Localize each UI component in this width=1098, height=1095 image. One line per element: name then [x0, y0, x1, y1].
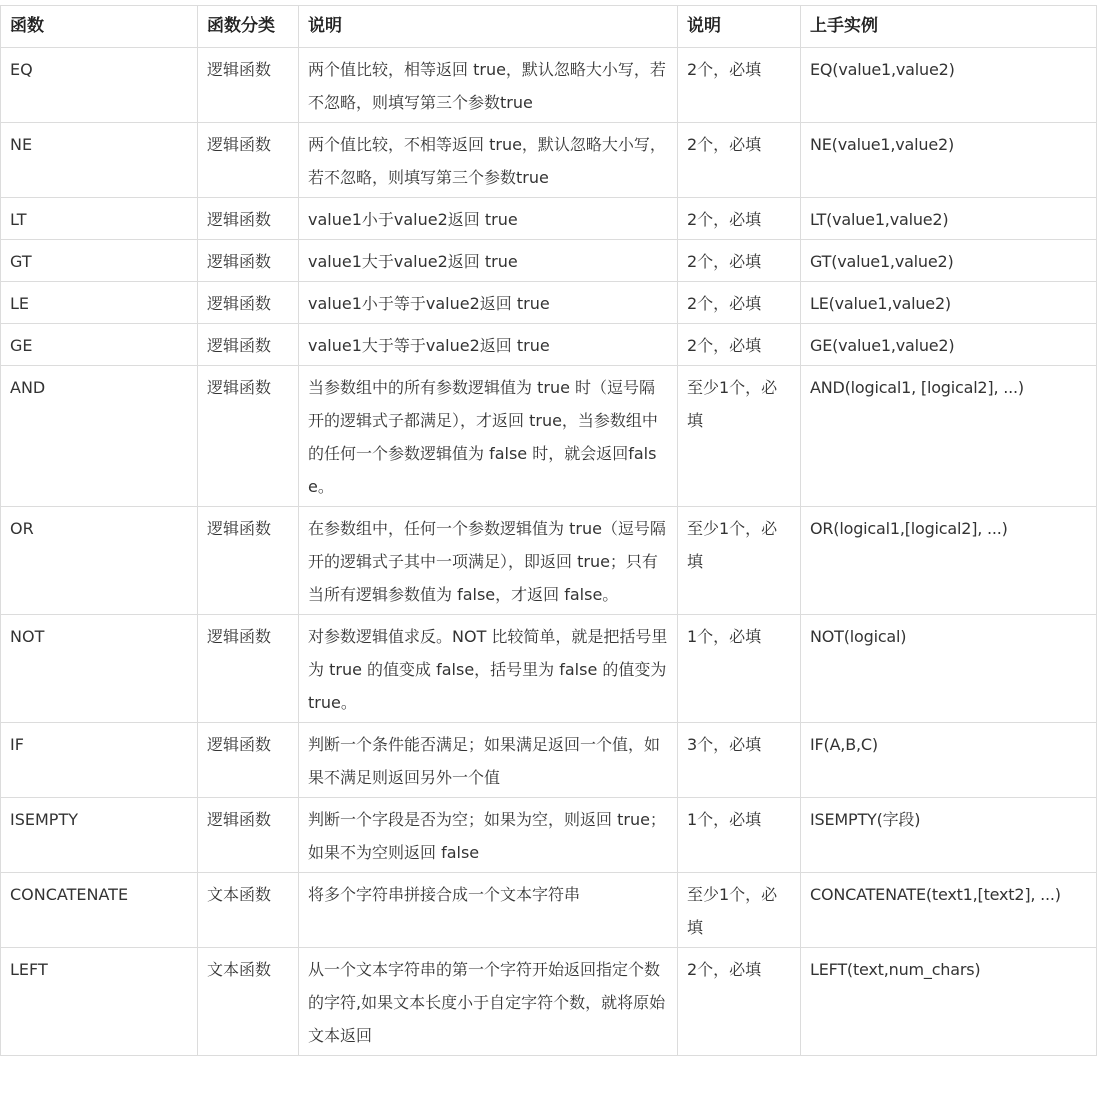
cell-function: IF: [1, 723, 198, 798]
cell-function: LE: [1, 282, 198, 324]
cell-params: 2个，必填: [678, 48, 801, 123]
cell-function: CONCATENATE: [1, 873, 198, 948]
cell-category: 逻辑函数: [198, 198, 299, 240]
cell-category: 文本函数: [198, 873, 299, 948]
cell-example: LEFT(text,num_chars): [801, 948, 1097, 1056]
function-table: [0, 5, 1097, 1056]
header-example: 上手实例: [801, 6, 1097, 48]
cell-example: LE(value1,value2): [801, 282, 1097, 324]
cell-params: 至少1个，必填: [678, 507, 801, 615]
cell-description: 判断一个条件能否满足；如果满足返回一个值，如果不满足则返回另外一个值: [299, 723, 678, 798]
cell-description: value1大于等于value2返回 true: [299, 324, 678, 366]
cell-params: 2个，必填: [678, 948, 801, 1056]
cell-example: GE(value1,value2): [801, 324, 1097, 366]
cell-params: 3个，必填: [678, 723, 801, 798]
cell-example: NOT(logical): [801, 615, 1097, 723]
table-row: [1, 123, 1097, 198]
cell-category: 逻辑函数: [198, 723, 299, 798]
cell-params: 至少1个，必填: [678, 366, 801, 507]
cell-example: CONCATENATE(text1,[text2], ...): [801, 873, 1097, 948]
cell-function: AND: [1, 366, 198, 507]
cell-category: 逻辑函数: [198, 366, 299, 507]
cell-function: NE: [1, 123, 198, 198]
cell-params: 2个，必填: [678, 324, 801, 366]
header-function: 函数: [1, 6, 198, 48]
cell-params: 2个，必填: [678, 282, 801, 324]
table-row: [1, 198, 1097, 240]
cell-category: 逻辑函数: [198, 123, 299, 198]
cell-function: LEFT: [1, 948, 198, 1056]
cell-params: 1个，必填: [678, 615, 801, 723]
cell-category: 逻辑函数: [198, 282, 299, 324]
cell-description: 从一个文本字符串的第一个字符开始返回指定个数的字符,如果文本长度小于自定字符个数，就将原始文本返回: [299, 948, 678, 1056]
cell-example: EQ(value1,value2): [801, 48, 1097, 123]
cell-description: 两个值比较，相等返回 true，默认忽略大小写，若不忽略，则填写第三个参数true: [299, 48, 678, 123]
cell-description: 判断一个字段是否为空；如果为空，则返回 true；如果不为空则返回 false: [299, 798, 678, 873]
cell-params: 2个，必填: [678, 198, 801, 240]
table-row: [1, 282, 1097, 324]
cell-category: 逻辑函数: [198, 324, 299, 366]
cell-description: 两个值比较，不相等返回 true，默认忽略大小写，若不忽略，则填写第三个参数true: [299, 123, 678, 198]
table-row: [1, 507, 1097, 615]
table-row: [1, 798, 1097, 873]
table-row: [1, 48, 1097, 123]
cell-description: 当参数组中的所有参数逻辑值为 true 时（逗号隔开的逻辑式子都满足），才返回 true，当参数组中的任何一个参数逻辑值为 false 时，就会返回false。: [299, 366, 678, 507]
cell-description: 对参数逻辑值求反。NOT 比较简单，就是把括号里为 true 的值变成 false，括号里为 false 的值变为 true。: [299, 615, 678, 723]
cell-params: 1个，必填: [678, 798, 801, 873]
cell-example: GT(value1,value2): [801, 240, 1097, 282]
cell-description: value1小于value2返回 true: [299, 198, 678, 240]
cell-function: LT: [1, 198, 198, 240]
table-row: [1, 873, 1097, 948]
cell-description: value1大于value2返回 true: [299, 240, 678, 282]
cell-category: 逻辑函数: [198, 48, 299, 123]
table-row: [1, 366, 1097, 507]
cell-function: GE: [1, 324, 198, 366]
cell-function: NOT: [1, 615, 198, 723]
cell-description: 在参数组中，任何一个参数逻辑值为 true（逗号隔开的逻辑式子其中一项满足），即返回 true；只有当所有逻辑参数值为 false，才返回 false。: [299, 507, 678, 615]
cell-category: 逻辑函数: [198, 240, 299, 282]
table-row: [1, 723, 1097, 798]
cell-category: 逻辑函数: [198, 615, 299, 723]
table-row: [1, 324, 1097, 366]
cell-category: 逻辑函数: [198, 798, 299, 873]
header-description: 说明: [299, 6, 678, 48]
cell-function: OR: [1, 507, 198, 615]
header-params: 说明: [678, 6, 801, 48]
cell-function: GT: [1, 240, 198, 282]
table-header-row: [1, 6, 1097, 48]
cell-function: ISEMPTY: [1, 798, 198, 873]
cell-description: value1小于等于value2返回 true: [299, 282, 678, 324]
cell-example: NE(value1,value2): [801, 123, 1097, 198]
cell-description: 将多个字符串拼接合成一个文本字符串: [299, 873, 678, 948]
table-row: [1, 240, 1097, 282]
table-row: [1, 948, 1097, 1056]
cell-example: ISEMPTY(字段): [801, 798, 1097, 873]
cell-params: 2个，必填: [678, 240, 801, 282]
header-category: 函数分类: [198, 6, 299, 48]
cell-params: 2个，必填: [678, 123, 801, 198]
cell-category: 逻辑函数: [198, 507, 299, 615]
cell-function: EQ: [1, 48, 198, 123]
cell-example: IF(A,B,C): [801, 723, 1097, 798]
cell-category: 文本函数: [198, 948, 299, 1056]
cell-params: 至少1个，必填: [678, 873, 801, 948]
table-row: [1, 615, 1097, 723]
cell-example: AND(logical1, [logical2], ...): [801, 366, 1097, 507]
cell-example: LT(value1,value2): [801, 198, 1097, 240]
cell-example: OR(logical1,[logical2], ...): [801, 507, 1097, 615]
